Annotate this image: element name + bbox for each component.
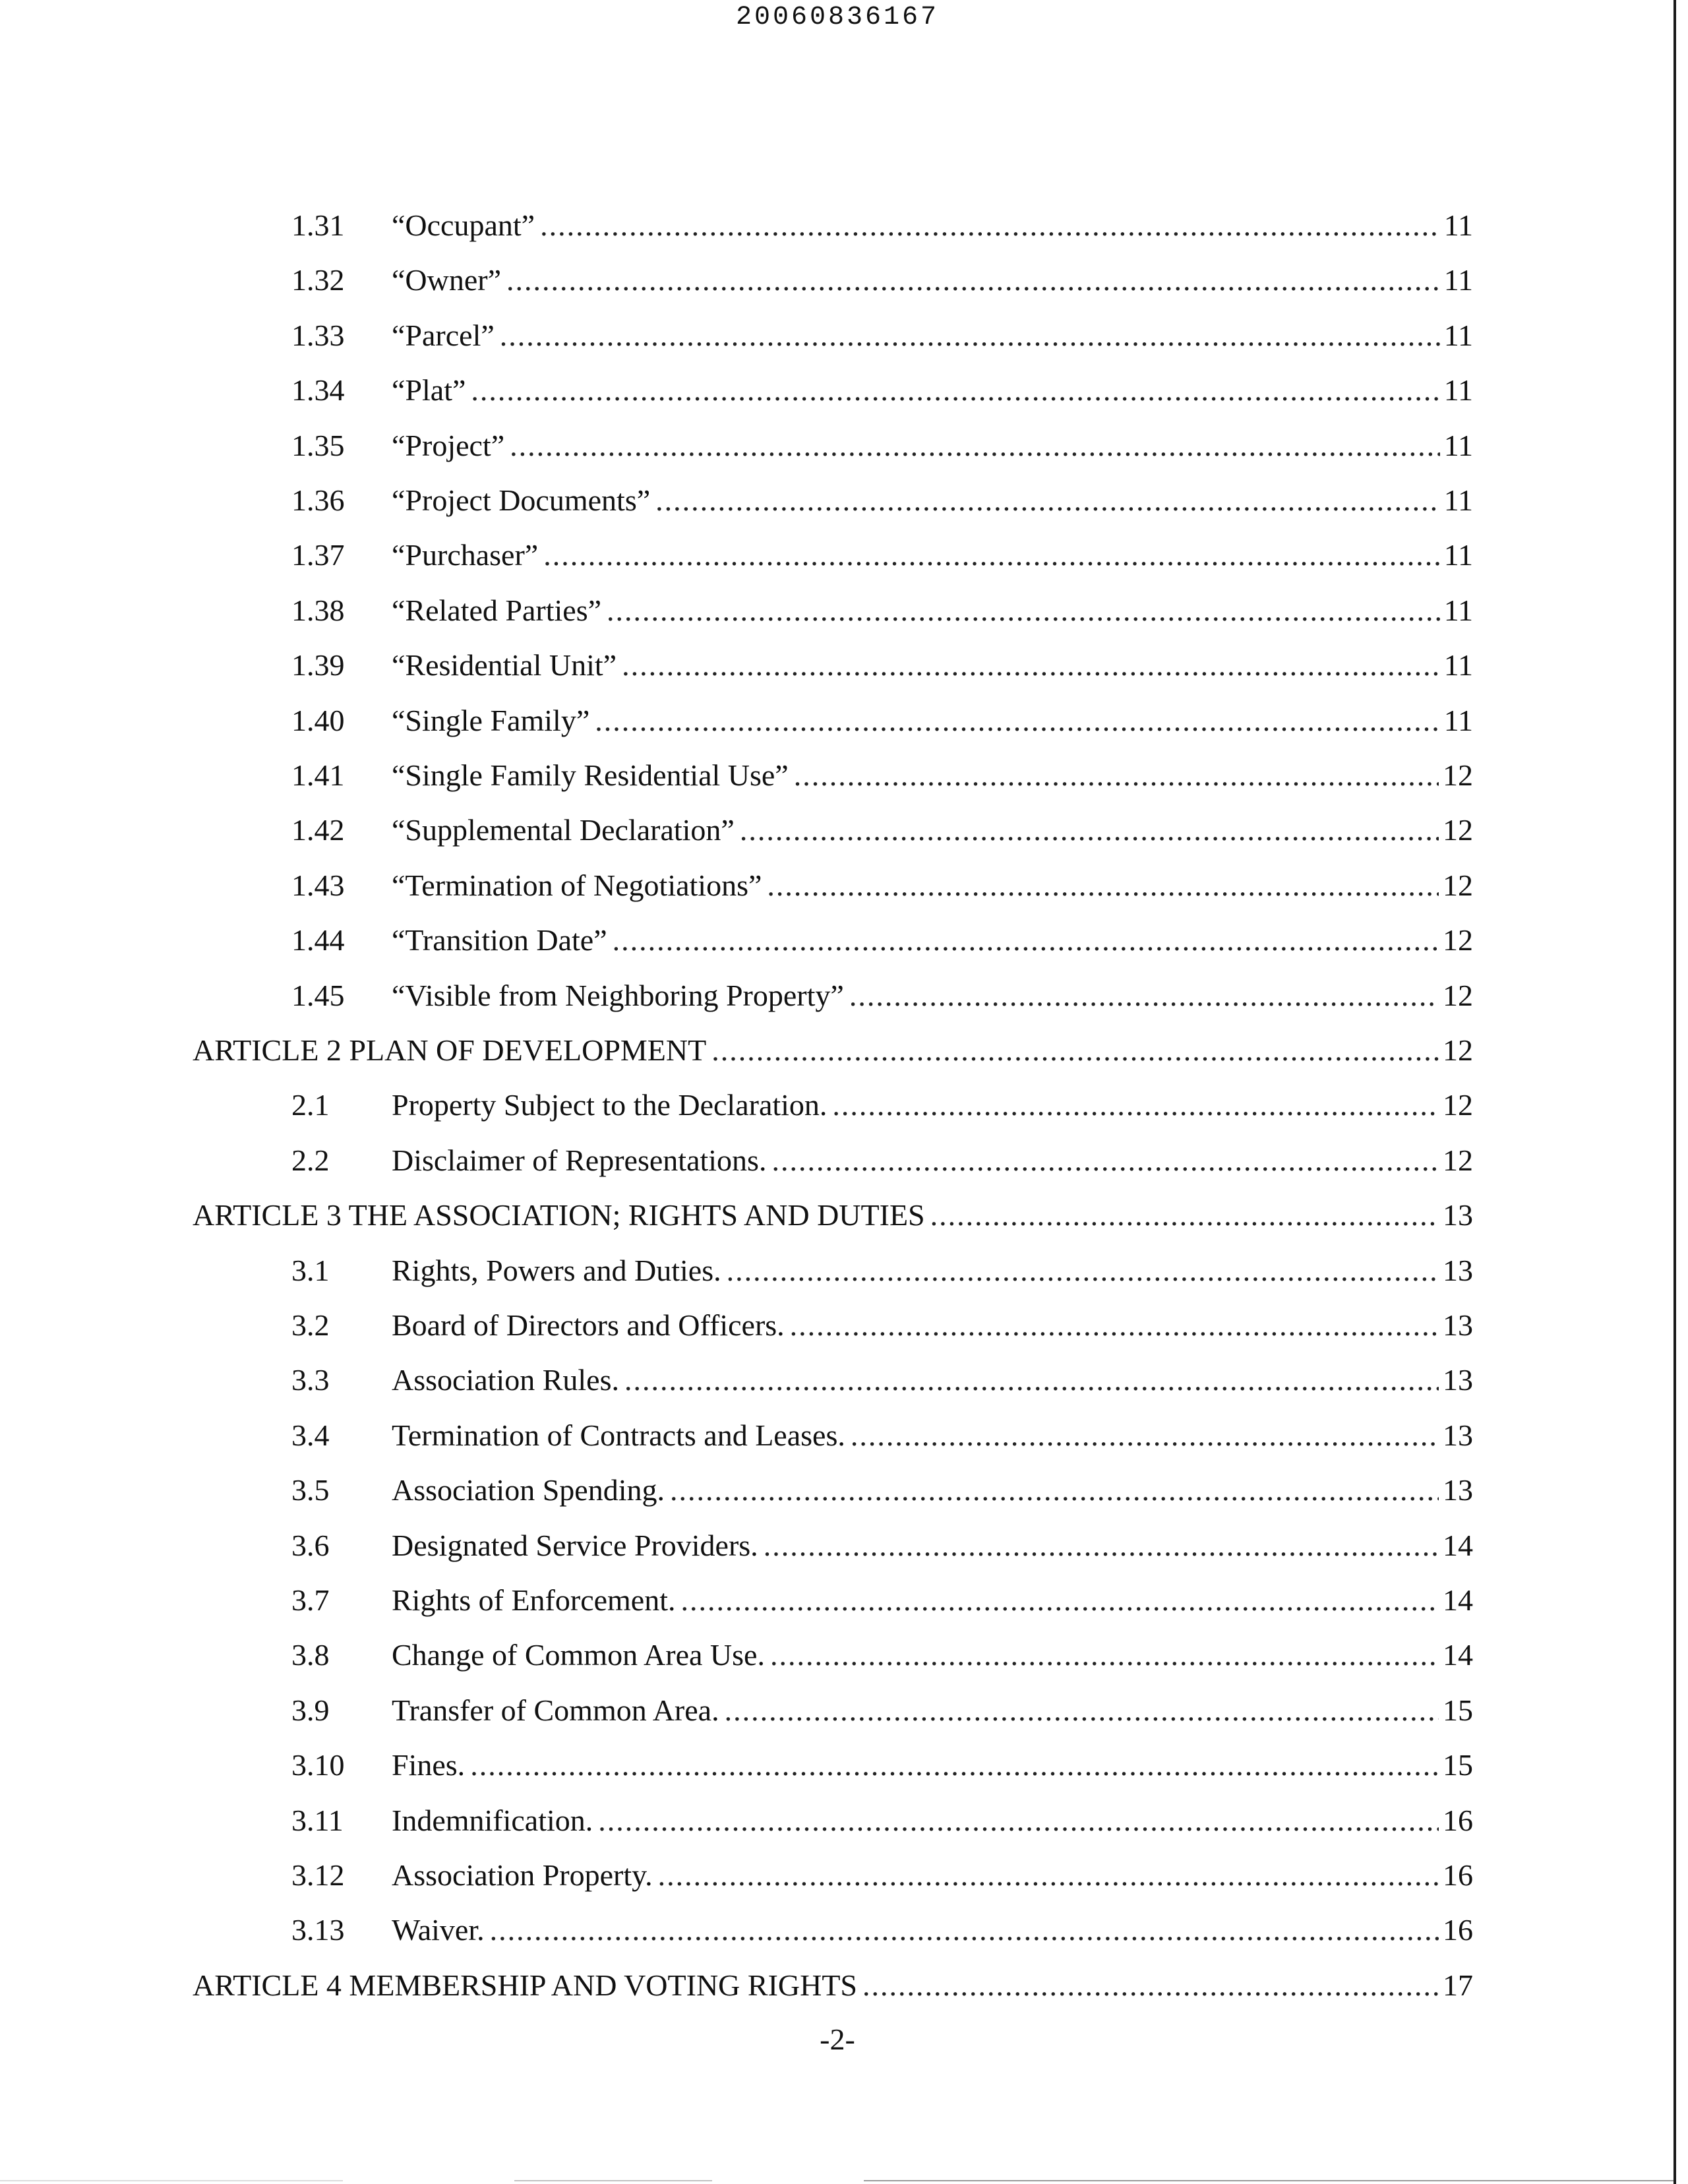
toc-dot-leader (540, 199, 1440, 252)
toc-article-row (193, 1959, 1473, 2012)
toc-section-row (291, 1079, 1473, 1132)
toc-section-number: 3.10 (291, 1748, 345, 1782)
toc-entry-title: “Related Parties” (392, 593, 602, 627)
toc-entry-title: Designated Service Providers. (392, 1528, 758, 1562)
toc-dot-leader (790, 1299, 1439, 1352)
toc-page-number: 11 (1443, 373, 1473, 408)
toc-section-number: 3.7 (291, 1583, 330, 1617)
toc-entry-title: Board of Directors and Officers. (392, 1308, 785, 1342)
toc-section-number: 1.41 (291, 758, 345, 792)
toc-page-number: 11 (1443, 208, 1473, 242)
toc-section-row (291, 1629, 1473, 1682)
toc-page-number: 11 (1443, 538, 1473, 572)
toc-section-number: 3.9 (291, 1693, 330, 1727)
toc-section-row (291, 474, 1473, 527)
toc-section-row (291, 1684, 1473, 1737)
toc-entry-title: “Single Family” (392, 703, 590, 737)
toc-entry-title: ARTICLE 2 PLAN OF DEVELOPMENT (193, 1033, 707, 1067)
toc-entry-title: “Project” (392, 428, 505, 462)
toc-section-number: 1.45 (291, 978, 345, 1012)
toc-section-number: 1.34 (291, 373, 345, 408)
toc-dot-leader (711, 1024, 1439, 1077)
toc-section-number: 3.4 (291, 1418, 330, 1452)
toc-entry-title: Rights, Powers and Duties. (392, 1253, 721, 1287)
toc-dot-leader (598, 1794, 1439, 1847)
toc-entry-title: “Residential Unit” (392, 648, 617, 682)
scan-artifact (864, 2180, 1673, 2181)
toc-page-number: 12 (1443, 758, 1473, 792)
toc-dot-leader (543, 529, 1439, 582)
toc-entry-title: “Occupant” (392, 208, 535, 242)
toc-section-number: 3.5 (291, 1473, 330, 1507)
toc-entry-title: Waiver. (392, 1913, 485, 1947)
toc-dot-leader (771, 1134, 1439, 1187)
toc-section-row (291, 1574, 1473, 1627)
toc-page-number: 13 (1443, 1363, 1473, 1397)
toc-dot-leader (849, 969, 1439, 1022)
toc-section-number: 3.6 (291, 1528, 330, 1562)
page-number: -2- (820, 2022, 855, 2056)
toc-dot-leader (471, 364, 1439, 417)
toc-page-number: 12 (1443, 1143, 1473, 1177)
toc-entry-title: Termination of Contracts and Leases. (392, 1418, 845, 1452)
toc-section-row (291, 1134, 1473, 1187)
toc-dot-leader (658, 1849, 1439, 1902)
toc-dot-leader (832, 1079, 1439, 1132)
toc-section-row (291, 1739, 1473, 1792)
toc-dot-leader (670, 1464, 1439, 1517)
toc-section-row (291, 1464, 1473, 1517)
toc-page-number: 16 (1443, 1858, 1473, 1892)
toc-section-number: 1.32 (291, 263, 345, 297)
toc-section-number: 1.36 (291, 483, 345, 517)
toc-section-row (291, 804, 1473, 857)
toc-entry-title: “Owner” (392, 263, 502, 297)
toc-dot-leader (624, 1354, 1439, 1407)
toc-entry-title: Association Spending. (392, 1473, 665, 1507)
toc-page-number: 13 (1443, 1308, 1473, 1342)
toc-section-number: 1.40 (291, 703, 345, 737)
toc-section-number: 3.3 (291, 1363, 330, 1397)
toc-dot-leader (613, 914, 1439, 967)
toc-page-number: 16 (1443, 1913, 1473, 1947)
toc-section-row (291, 639, 1473, 692)
toc-section-number: 2.1 (291, 1088, 330, 1122)
toc-section-number: 1.37 (291, 538, 345, 572)
toc-page-number: 12 (1443, 1033, 1473, 1067)
toc-article-row (193, 1189, 1473, 1242)
toc-entry-title: “Purchaser” (392, 538, 539, 572)
scan-edge-line (1673, 0, 1676, 2184)
toc-page-number: 16 (1443, 1803, 1473, 1837)
toc-section-number: 3.2 (291, 1308, 330, 1342)
toc-section-number: 1.31 (291, 208, 345, 242)
toc-dot-leader (725, 1684, 1439, 1737)
document-number: 20060836167 (735, 3, 940, 32)
toc-entry-title: ARTICLE 3 THE ASSOCIATION; RIGHTS AND DUTIES (193, 1198, 925, 1232)
toc-section-row (291, 1904, 1473, 1957)
toc-section-number: 1.39 (291, 648, 345, 682)
toc-page-number: 13 (1443, 1473, 1473, 1507)
toc-entry-title: Rights of Enforcement. (392, 1583, 676, 1617)
toc-entry-title: Disclaimer of Representations. (392, 1143, 767, 1177)
toc-section-row (291, 309, 1473, 362)
toc-page-number: 11 (1443, 483, 1473, 517)
toc-dot-leader (851, 1409, 1439, 1462)
toc-section-row (291, 199, 1473, 252)
toc-entry-title: “Project Documents” (392, 483, 651, 517)
toc-entry-title: “Termination of Negotiations” (392, 868, 762, 902)
toc-dot-leader (764, 1519, 1439, 1572)
toc-page-number: 12 (1443, 923, 1473, 957)
toc-entry-title: Association Property. (392, 1858, 653, 1892)
toc-page-number: 13 (1443, 1198, 1473, 1232)
toc-section-row (291, 859, 1473, 912)
toc-page-number: 13 (1443, 1253, 1473, 1287)
toc-section-number: 1.43 (291, 868, 345, 902)
toc-section-number: 1.38 (291, 593, 345, 627)
toc-section-number: 3.12 (291, 1858, 345, 1892)
toc-page-number: 13 (1443, 1418, 1473, 1452)
toc-dot-leader (595, 694, 1439, 747)
toc-section-row (291, 1299, 1473, 1352)
toc-section-number: 1.42 (291, 813, 345, 847)
toc-entry-title: Change of Common Area Use. (392, 1638, 765, 1672)
toc-dot-leader (794, 749, 1439, 802)
toc-section-number: 3.13 (291, 1913, 345, 1947)
toc-entry-title: Association Rules. (392, 1363, 619, 1397)
toc-section-row (291, 419, 1473, 472)
toc-dot-leader (655, 474, 1440, 527)
toc-section-number: 3.1 (291, 1253, 330, 1287)
toc-section-number: 3.8 (291, 1638, 330, 1672)
toc-dot-leader (607, 584, 1440, 637)
toc-section-row (291, 1794, 1473, 1847)
toc-page-number: 11 (1443, 593, 1473, 627)
toc-section-row (291, 749, 1473, 802)
toc-page-number: 11 (1443, 428, 1473, 462)
toc-entry-title: “Single Family Residential Use” (392, 758, 789, 792)
toc-entry-title: “Parcel” (392, 318, 495, 352)
toc-section-number: 1.33 (291, 318, 345, 352)
scan-artifact (0, 2180, 343, 2181)
toc-page-number: 11 (1443, 263, 1473, 297)
toc-dot-leader (506, 254, 1440, 307)
toc-page-number: 14 (1443, 1638, 1473, 1672)
toc-dot-leader (862, 1959, 1439, 2012)
toc-section-row (291, 1519, 1473, 1572)
toc-page-number: 12 (1443, 868, 1473, 902)
toc-page-number: 11 (1443, 703, 1473, 737)
toc-dot-leader (622, 639, 1440, 692)
toc-section-row (291, 529, 1473, 582)
toc-dot-leader (767, 859, 1439, 912)
toc-dot-leader (740, 804, 1439, 857)
toc-page-number: 12 (1443, 1088, 1473, 1122)
toc-entry-title: “Supplemental Declaration” (392, 813, 735, 847)
toc-page-number: 15 (1443, 1693, 1473, 1727)
scan-artifact (514, 2180, 712, 2181)
toc-entry-title: ARTICLE 4 MEMBERSHIP AND VOTING RIGHTS (193, 1968, 858, 2002)
toc-entry-title: “Transition Date” (392, 923, 607, 957)
toc-section-row (291, 364, 1473, 417)
toc-page-number: 15 (1443, 1748, 1473, 1782)
toc-section-number: 2.2 (291, 1143, 330, 1177)
toc-dot-leader (470, 1739, 1439, 1792)
toc-entry-title: “Plat” (392, 373, 466, 408)
toc-section-number: 3.11 (291, 1803, 344, 1837)
toc-section-row (291, 1244, 1473, 1297)
toc-entry-title: “Visible from Neighboring Property” (392, 978, 844, 1012)
toc-page-number: 12 (1443, 978, 1473, 1012)
toc-entry-title: Indemnification. (392, 1803, 593, 1837)
toc-entry-title: Fines. (392, 1748, 466, 1782)
toc-dot-leader (930, 1189, 1439, 1242)
toc-dot-leader (727, 1244, 1439, 1297)
toc-section-row (291, 1849, 1473, 1902)
toc-entry-title: Property Subject to the Declaration. (392, 1088, 828, 1122)
toc-article-row (193, 1024, 1473, 1077)
toc-page-number: 12 (1443, 813, 1473, 847)
toc-page-number: 14 (1443, 1528, 1473, 1562)
toc-section-row (291, 914, 1473, 967)
toc-page-number: 14 (1443, 1583, 1473, 1617)
toc-dot-leader (681, 1574, 1439, 1627)
toc-entry-title: Transfer of Common Area. (392, 1693, 719, 1727)
toc-dot-leader (500, 309, 1440, 362)
toc-section-row (291, 254, 1473, 307)
toc-dot-leader (770, 1629, 1439, 1682)
toc-dot-leader (510, 419, 1440, 472)
toc-page-number: 11 (1443, 318, 1473, 352)
toc-dot-leader (490, 1904, 1439, 1957)
toc-page-number: 11 (1443, 648, 1473, 682)
toc-section-number: 1.35 (291, 428, 345, 462)
toc-section-row (291, 694, 1473, 747)
toc-section-row (291, 1409, 1473, 1462)
toc-page-number: 17 (1443, 1968, 1473, 2002)
toc-section-row (291, 584, 1473, 637)
toc-section-number: 1.44 (291, 923, 345, 957)
toc-section-row (291, 1354, 1473, 1407)
toc-section-row (291, 969, 1473, 1022)
